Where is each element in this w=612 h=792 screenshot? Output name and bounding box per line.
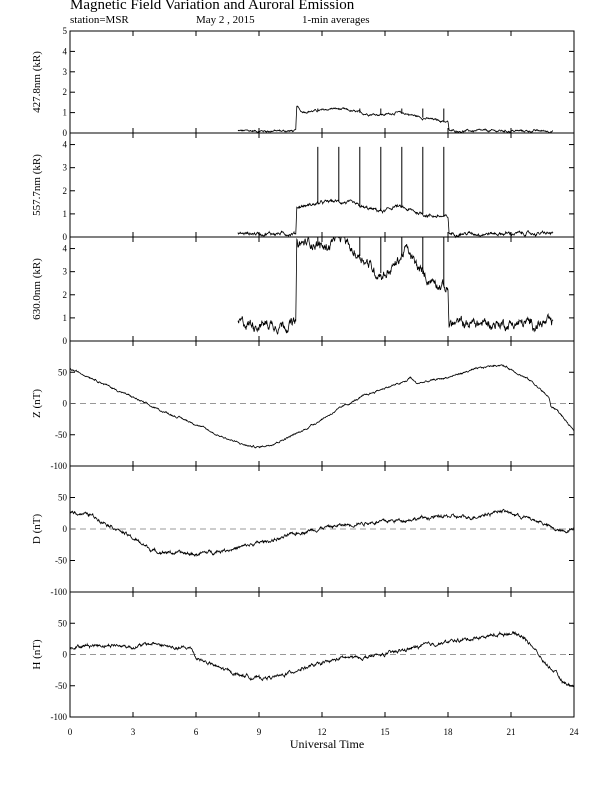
y-tick-label-p6300: 4 — [62, 243, 67, 254]
y-axis-label-pH: H (nT) — [31, 639, 43, 670]
y-tick-label-pD: -50 — [55, 555, 67, 566]
y-tick-label-pD: -100 — [50, 587, 67, 597]
y-tick-label-p6300: 1 — [62, 312, 67, 323]
y-tick-label-pH: -100 — [50, 712, 67, 722]
series-line-pZ — [70, 365, 574, 448]
y-tick-label-pH: -50 — [55, 680, 67, 691]
y-axis-label-pZ: Z (nT) — [31, 388, 43, 419]
y-tick-label-p4278: 2 — [62, 87, 67, 98]
y-tick-label-pH: 50 — [58, 618, 67, 629]
series-line-p4278 — [238, 106, 553, 133]
averaging-label: 1-min averages — [302, 14, 370, 26]
series-line-p6300 — [238, 237, 553, 334]
y-tick-label-p5577: 0 — [62, 232, 67, 242]
figure-title: Magnetic Field Variation and Auroral Emission — [70, 0, 355, 13]
y-tick-label-pZ: -50 — [55, 429, 67, 440]
y-tick-label-pZ: -100 — [50, 461, 67, 471]
x-tick-label: 6 — [193, 727, 199, 737]
y-axis-label-p5577: 557.7nm (kR) — [31, 154, 43, 216]
y-tick-label-pH: 0 — [62, 649, 67, 660]
y-tick-label-p4278: 1 — [62, 107, 67, 118]
x-tick-label: 21 — [506, 727, 516, 737]
x-tick-label: 0 — [67, 727, 73, 737]
series-line-pH — [70, 632, 574, 687]
y-tick-label-p4278: 0 — [62, 128, 67, 138]
date-label: May 2 , 2015 — [196, 14, 255, 26]
y-tick-label-p6300: 2 — [62, 289, 67, 300]
y-tick-label-p4278: 5 — [62, 26, 67, 36]
x-tick-label: 9 — [256, 727, 262, 737]
y-axis-label-pD: D (nT) — [31, 513, 43, 545]
x-tick-label: 18 — [443, 727, 453, 737]
y-tick-label-p4278: 3 — [62, 66, 67, 77]
y-tick-label-p5577: 1 — [62, 208, 67, 219]
y-tick-label-p5577: 4 — [62, 139, 67, 150]
series-line-p5577 — [238, 200, 553, 238]
y-axis-label-p6300: 630.0nm (kR) — [31, 258, 43, 320]
y-tick-label-p6300: 0 — [62, 336, 67, 346]
panel-frame-p4278 — [70, 31, 574, 133]
station-label: station=MSR — [70, 14, 129, 26]
y-tick-label-pZ: 50 — [58, 367, 67, 378]
y-axis-label-p4278: 427.8nm (kR) — [31, 51, 43, 113]
y-tick-label-p5577: 3 — [62, 162, 67, 173]
panel-frame-p5577 — [70, 133, 574, 237]
y-tick-label-p4278: 4 — [62, 46, 67, 57]
y-tick-label-pD: 50 — [58, 492, 67, 503]
series-line-pD — [70, 509, 574, 556]
y-tick-label-pD: 0 — [62, 524, 67, 534]
y-tick-label-p6300: 3 — [62, 266, 67, 277]
x-tick-label: 15 — [380, 727, 390, 737]
x-tick-label: 12 — [317, 727, 327, 737]
y-tick-label-p5577: 2 — [62, 185, 67, 196]
x-tick-label: 3 — [130, 727, 136, 737]
x-axis-label: Universal Time — [289, 737, 365, 751]
x-tick-label: 24 — [569, 727, 579, 737]
chart-panels — [31, 26, 579, 737]
y-tick-label-pZ: 0 — [62, 398, 67, 409]
